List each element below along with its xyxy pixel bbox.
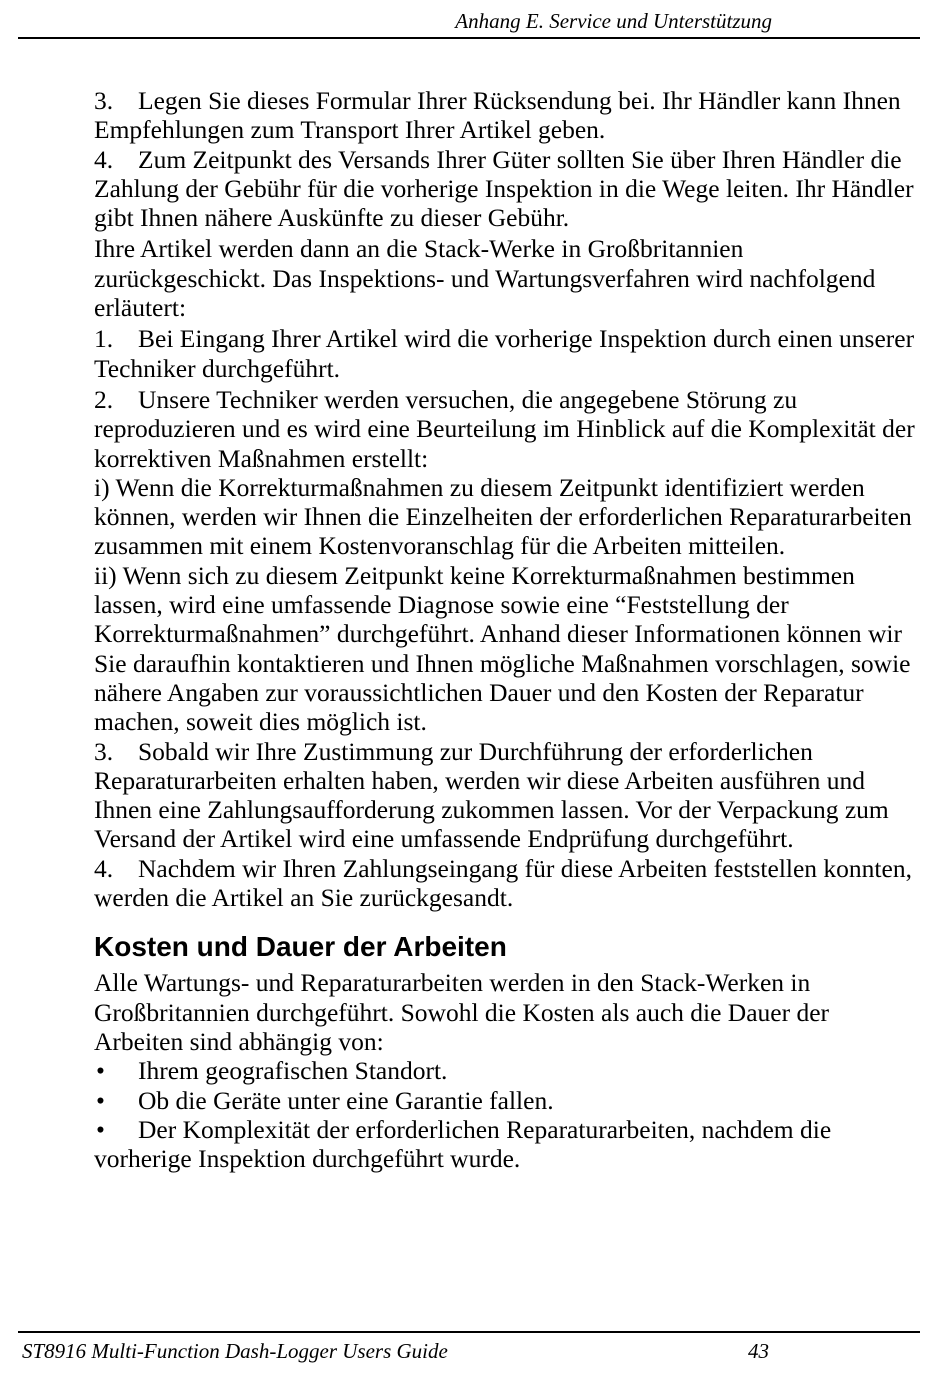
option-ii-paragraph: ii) Wenn sich zu diesem Zeitpunkt keine Korrekturmaßnahmen bestimmen lassen, wird eine umfassende Diagnose sowie eine “Feststellung der Korrekturmaßnahmen” durchgeführt. Anhand dieser Informationen können wir Sie daraufhin kontaktieren und Ihnen mögliche Maßnahmen vorschlagen, sowie nähere Angaben zur voraussichtlichen Dauer und den Kosten der Reparatur machen, soweit dies möglich ist. xyxy=(94,560,911,737)
step-3-paragraph xyxy=(94,86,920,145)
bullet-item xyxy=(94,1115,920,1174)
step-text: Nachdem wir Ihren Zahlungseingang für diese Arbeiten feststellen konnten, werden die Artikel an Sie zurückgesandt. xyxy=(94,853,912,913)
step-text: Bei Eingang Ihrer Artikel wird die vorherige Inspektion durch einen unserer Techniker durchgeführt. xyxy=(94,324,915,383)
running-header: Anhang E. Service und Unterstützung xyxy=(455,9,772,33)
step-2-paragraph xyxy=(94,385,920,473)
step-4b-paragraph xyxy=(94,854,920,913)
footer-rule xyxy=(18,1331,920,1333)
footer-doc-title: ST8916 Multi-Function Dash-Logger Users Guide xyxy=(22,1339,448,1363)
step-number: 1. xyxy=(94,324,114,354)
page-number: 43 xyxy=(748,1339,769,1363)
step-number: 4. xyxy=(94,853,114,883)
bullet-item xyxy=(94,1086,920,1115)
bullet-text: Der Komplexität der erforderlichen Reparaturarbeiten, nachdem die vorherige Inspektion durchgeführt wurde. xyxy=(94,1114,832,1174)
section-intro-paragraph: Alle Wartungs- und Reparaturarbeiten werden in den Stack-Werken in Großbritannien durchgeführt. Sowohl die Kosten als auch die Dauer der Arbeiten sind abhängig von: xyxy=(94,968,830,1056)
step-1-paragraph xyxy=(94,324,920,383)
page-content xyxy=(94,86,920,1173)
step-number: 2. xyxy=(94,384,114,414)
step-text: Sobald wir Ihre Zustimmung zur Durchführung der erforderlichen Reparaturarbeiten erhalten haben, werden wir diese Arbeiten ausführen und Ihnen eine Zahlungsaufforderung zukommen lassen. Vor der Verpackung zum Versand der Artikel wird eine umfassende Endprüfung durchgeführt. xyxy=(94,736,889,854)
bullet-icon: • xyxy=(96,1114,105,1144)
step-3b-paragraph xyxy=(94,737,920,854)
bullet-text: Ihrem geografischen Standort. xyxy=(138,1056,448,1086)
step-text: Unsere Techniker werden versuchen, die angegebene Störung zu reproduzieren und es wird eine Beurteilung im Hinblick auf die Komplexität der korrektiven Maßnahmen erstellt: xyxy=(94,384,915,473)
bullet-icon: • xyxy=(96,1056,105,1086)
step-4-paragraph xyxy=(94,145,920,233)
step-text: Legen Sie dieses Formular Ihrer Rücksendung bei. Ihr Händler kann Ihnen Empfehlungen zum Transport Ihrer Artikel geben. xyxy=(94,86,901,145)
option-i-paragraph: i) Wenn die Korrekturmaßnahmen zu diesem Zeitpunkt identifiziert werden können, werden wir Ihnen die Einzelheiten der erforderlichen Reparaturarbeiten zusammen mit einem Kostenvoranschlag für die Arbeiten mitteilen. xyxy=(94,472,912,561)
step-number: 3. xyxy=(94,736,114,766)
bullet-text: Ob die Geräte unter eine Garantie fallen. xyxy=(138,1085,554,1115)
procedure-intro-paragraph: Ihre Artikel werden dann an die Stack-Werke in Großbritannien zurückgeschickt. Das Inspektions- und Wartungsverfahren wird nachfolgend erläutert: xyxy=(94,234,876,323)
step-text: Zum Zeitpunkt des Versands Ihrer Güter sollten Sie über Ihren Händler die Zahlung der Gebühr für die vorherige Inspektion in die Wege leiten. Ihr Händler gibt Ihnen nähere Auskünfte zu dieser Gebühr. xyxy=(94,144,914,233)
header-rule xyxy=(18,37,920,39)
step-number: 3. xyxy=(94,86,114,115)
step-number: 4. xyxy=(94,144,114,174)
bullet-icon: • xyxy=(96,1085,105,1115)
section-heading: Kosten und Dauer der Arbeiten xyxy=(94,931,507,963)
bullet-item xyxy=(94,1056,920,1085)
